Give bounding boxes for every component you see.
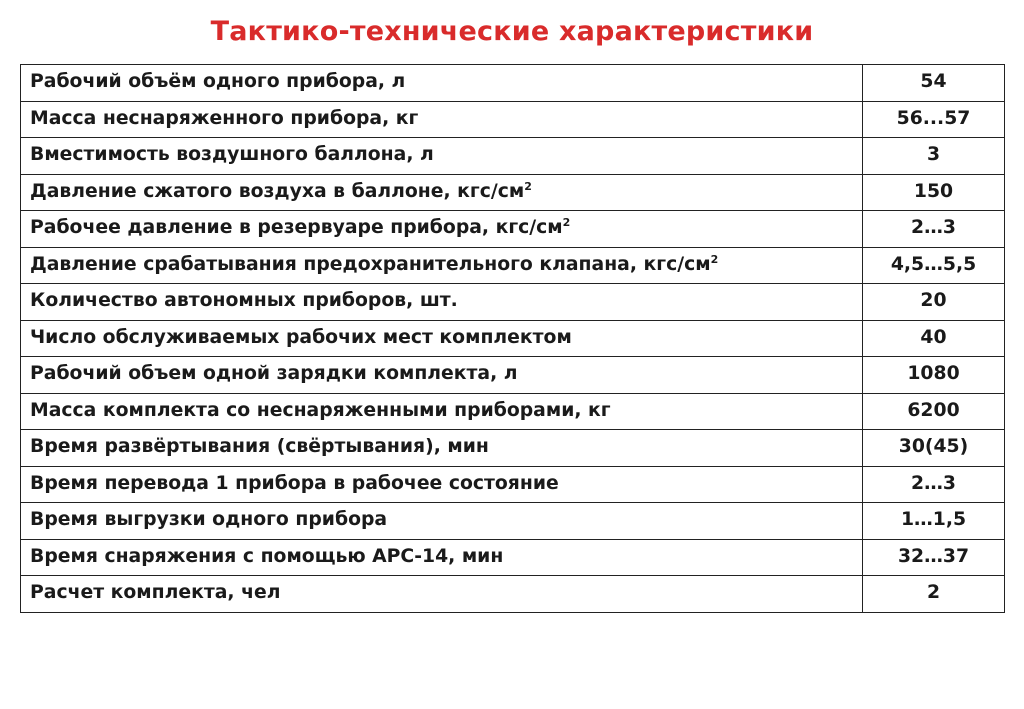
parameter-cell bbox=[21, 503, 863, 540]
parameter-cell bbox=[21, 101, 863, 138]
parameter-cell bbox=[21, 357, 863, 394]
table-row bbox=[21, 430, 1005, 467]
value-cell: 2 bbox=[863, 576, 1005, 613]
value-cell: 2…3 bbox=[863, 466, 1005, 503]
parameter-cell bbox=[21, 247, 863, 284]
parameter-cell bbox=[21, 430, 863, 467]
table-row bbox=[21, 320, 1005, 357]
value-cell: 2…3 bbox=[863, 211, 1005, 248]
parameter-label: Число обслуживаемых рабочих мест комплектом bbox=[30, 326, 572, 348]
value-cell: 56...57 bbox=[863, 101, 1005, 138]
parameter-cell bbox=[21, 320, 863, 357]
parameter-cell bbox=[21, 65, 863, 102]
parameter-label: Рабочее давление в резервуаре прибора, кгс/см bbox=[30, 217, 563, 239]
value-cell: 4,5…5,5 bbox=[863, 247, 1005, 284]
superscript: 2 bbox=[562, 216, 571, 230]
value-cell: 1…1,5 bbox=[863, 503, 1005, 540]
value-cell: 32…37 bbox=[863, 539, 1005, 576]
table-row bbox=[21, 247, 1005, 284]
value-cell: 20 bbox=[863, 284, 1005, 321]
page-title: Тактико-технические характеристики bbox=[210, 16, 814, 47]
parameter-cell bbox=[21, 284, 863, 321]
parameter-label: Давление срабатывания предохранительного клапана, кгс/см bbox=[30, 253, 711, 275]
table-row bbox=[21, 466, 1005, 503]
value-cell: 54 bbox=[863, 65, 1005, 102]
value-cell: 6200 bbox=[863, 393, 1005, 430]
table-row bbox=[21, 101, 1005, 138]
parameter-label: Время перевода 1 прибора в рабочее состояние bbox=[30, 472, 559, 494]
value-cell: 1080 bbox=[863, 357, 1005, 394]
parameter-label: Вместимость воздушного баллона, л bbox=[30, 144, 434, 166]
parameter-label: Давление сжатого воздуха в баллоне, кгс/см bbox=[30, 180, 525, 202]
table-row bbox=[21, 576, 1005, 613]
parameter-label: Количество автономных приборов, шт. bbox=[30, 290, 458, 312]
value-cell: 30(45) bbox=[863, 430, 1005, 467]
parameter-cell bbox=[21, 393, 863, 430]
value-cell: 150 bbox=[863, 174, 1005, 211]
table-row bbox=[21, 357, 1005, 394]
table-row bbox=[21, 503, 1005, 540]
parameter-label: Масса неснаряженного прибора, кг bbox=[30, 107, 419, 129]
parameter-cell bbox=[21, 539, 863, 576]
table-row bbox=[21, 138, 1005, 175]
superscript: 2 bbox=[710, 252, 719, 266]
parameter-cell bbox=[21, 466, 863, 503]
parameter-cell bbox=[21, 174, 863, 211]
table-row bbox=[21, 174, 1005, 211]
table-row bbox=[21, 393, 1005, 430]
table-row bbox=[21, 65, 1005, 102]
parameter-cell bbox=[21, 211, 863, 248]
parameter-label: Рабочий объем одной зарядки комплекта, л bbox=[30, 363, 518, 385]
value-cell: 40 bbox=[863, 320, 1005, 357]
table-row bbox=[21, 211, 1005, 248]
value-cell: 3 bbox=[863, 138, 1005, 175]
parameter-label: Масса комплекта со неснаряженными приборами, кг bbox=[30, 399, 611, 421]
table-row bbox=[21, 539, 1005, 576]
superscript: 2 bbox=[524, 179, 532, 193]
table-row bbox=[21, 284, 1005, 321]
parameter-label: Время развёртывания (свёртывания), мин bbox=[30, 436, 489, 458]
parameter-cell bbox=[21, 576, 863, 613]
parameter-cell bbox=[21, 138, 863, 175]
specifications-table bbox=[20, 64, 1005, 613]
parameter-label: Время снаряжения с помощью АРС-14, мин bbox=[30, 545, 504, 567]
parameter-label: Рабочий объём одного прибора, л bbox=[30, 71, 406, 93]
parameter-label: Время выгрузки одного прибора bbox=[30, 509, 388, 531]
parameter-label: Расчет комплекта, чел bbox=[30, 582, 281, 604]
